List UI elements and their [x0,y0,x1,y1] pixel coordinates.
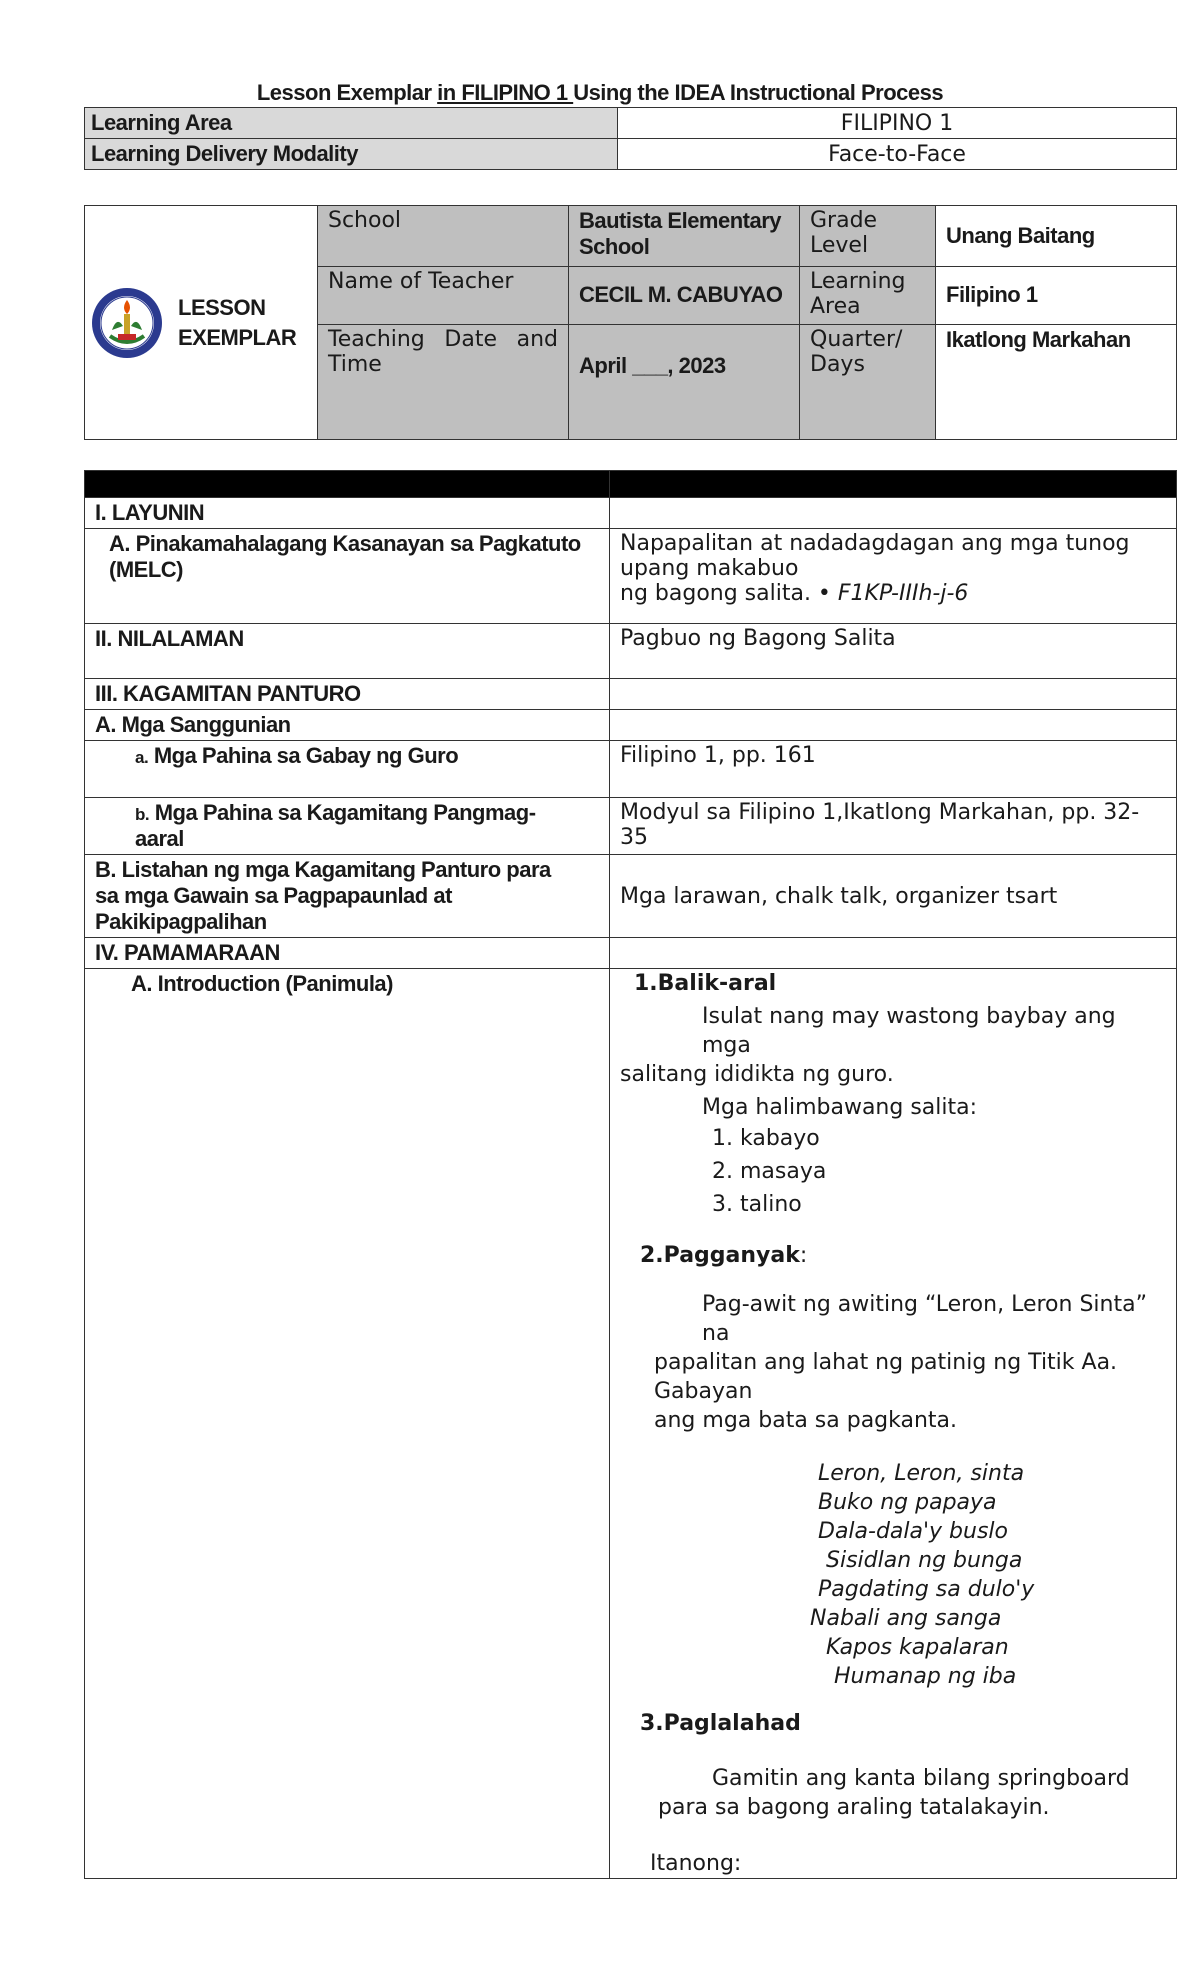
example-item: 3. talino [712,1192,802,1217]
pagganyak-text-2: papalitan ang lahat ng patinig ng Titik Aa. Gabayan [654,1350,1118,1404]
title-part-3: Using the IDEA Instructional Process [573,80,944,105]
gabay-label: Mga Pahina sa Gabay ng Guro [153,743,459,768]
itanong-label: Itanong: [650,1851,742,1876]
song-line: Sisidlan ng bunga [826,1548,1023,1573]
document-title [0,80,1200,106]
row-kagamitang-pangmag-aaral [85,798,1177,855]
kag-value: Modyul sa Filipino 1,Ikatlong Markahan, pp. 32-35 [610,798,1177,855]
song-line: Nabali ang sanga [810,1606,1002,1631]
row-gabay [85,741,1177,798]
paglalahad-text-1: Gamitin ang kanta bilang springboard [712,1766,1130,1791]
date-value: April ___, 2023 [569,325,800,440]
school-value: Bautista Elementary School [569,206,800,267]
melc-value-line-2: ng bagong salita. • [620,581,838,606]
row-layunin [85,498,1177,529]
nilalaman-value: Pagbuo ng Bagong Salita [610,624,1177,679]
introduction-content [610,969,1177,1879]
lesson-label: LESSON [178,294,266,320]
row-nilalaman [85,624,1177,679]
introduction-label: A. Introduction (Panimula) [85,969,610,1879]
example-item: 2. masaya [712,1159,827,1184]
title-part-1: Lesson Exemplar [256,80,438,105]
balik-aral-title: 1.Balik-aral [634,971,777,996]
melc-code: F1KP-IIIh-j-6 [837,581,969,606]
info-learning-area-value: Filipino 1 [936,266,1177,324]
song-line: Leron, Leron, sinta [818,1461,1025,1486]
row-introduction [85,969,1177,1879]
header-row-learning-area [85,108,1177,139]
song-line: Pagdating sa dulo'y [818,1577,1035,1602]
pamamaraan-heading: IV. PAMAMARAAN [85,938,610,969]
teacher-label: Name of Teacher [318,266,569,324]
melc-label: A. Pinakamahalagang Kasanayan sa Pagkatuto (MELC) [85,529,610,624]
date-label: Teaching Date and Time [318,325,569,440]
examples-list [620,1122,1166,1221]
pagganyak-colon: : [799,1243,808,1268]
song-line: Dala-dala'y buslo [818,1519,1008,1544]
learning-area-label: Learning Area [85,108,618,139]
listahan-value: Mga larawan, chalk talk, organizer tsart [610,855,1177,938]
quarter-value: Ikatlong Markahan [936,325,1177,440]
kag-prefix: b. [135,805,150,824]
modality-label: Learning Delivery Modality [85,139,618,170]
school-label: School [318,206,569,267]
song-lyrics [620,1459,1166,1691]
layunin-heading: I. LAYUNIN [85,498,610,529]
header-row-modality [85,139,1177,170]
row-melc [85,529,1177,624]
teacher-value: CECIL M. CABUYAO [569,266,800,324]
row-pamamaraan [85,938,1177,969]
song-line: Buko ng papaya [818,1490,997,1515]
learning-area-value: FILIPINO 1 [618,108,1177,139]
paglalahad-title: 3.Paglalahad [640,1711,801,1736]
melc-value-line-1: Napapalitan at nadadagdagan ang mga tunog upang makabuo [620,531,1130,581]
school-seal-icon [90,286,164,360]
paglalahad-text-2: para sa bagong araling tatalakayin. [658,1795,1050,1820]
lesson-plan-table [84,470,1177,1879]
row-listahan [85,855,1177,938]
nilalaman-heading: II. NILALAMAN [85,624,610,679]
logo-cell [85,206,318,440]
balik-aral-text-1: Isulat nang may wastong baybay ang mga [702,1004,1116,1058]
sanggunian-heading: A. Mga Sanggunian [85,710,610,741]
title-part-2: in FILIPINO 1 [437,80,574,105]
lesson-info-table [84,205,1177,440]
pagganyak-text-3: ang mga bata sa pagkanta. [654,1408,958,1433]
kagamitan-heading: III. KAGAMITAN PANTURO [85,679,610,710]
song-line: Humanap ng iba [834,1664,1017,1689]
gabay-value: Filipino 1, pp. 161 [610,741,1177,798]
quarter-label: Quarter/ Days [800,325,936,440]
example-item: 1. kabayo [712,1126,820,1151]
exemplar-label: EXEMPLAR [178,324,297,350]
grade-level-label: Grade Level [800,206,936,267]
grade-level-value: Unang Baitang [936,206,1177,267]
header-table [84,107,1177,170]
listahan-label: B. Listahan ng mga Kagamitang Panturo para sa mga Gawain sa Pagpapaunlad at Pakikipagpalihan [85,855,610,938]
balik-aral-text-2: salitang ididikta ng guro. [620,1062,894,1087]
kag-label: Mga Pahina sa Kagamitang Pangmag-aaral [135,800,536,851]
pagganyak-title: 2.Pagganyak [640,1243,800,1268]
song-line: Kapos kapalaran [826,1635,1009,1660]
examples-label: Mga halimbawang salita: [702,1095,978,1120]
info-learning-area-label: Learning Area [800,266,936,324]
pagganyak-text-1: Pag-awit ng awiting “Leron, Leron Sinta” na [702,1292,1147,1346]
black-header-row [85,471,1177,498]
modality-value: Face-to-Face [618,139,1177,170]
gabay-prefix: a. [135,748,149,767]
row-sanggunian [85,710,1177,741]
row-kagamitan [85,679,1177,710]
